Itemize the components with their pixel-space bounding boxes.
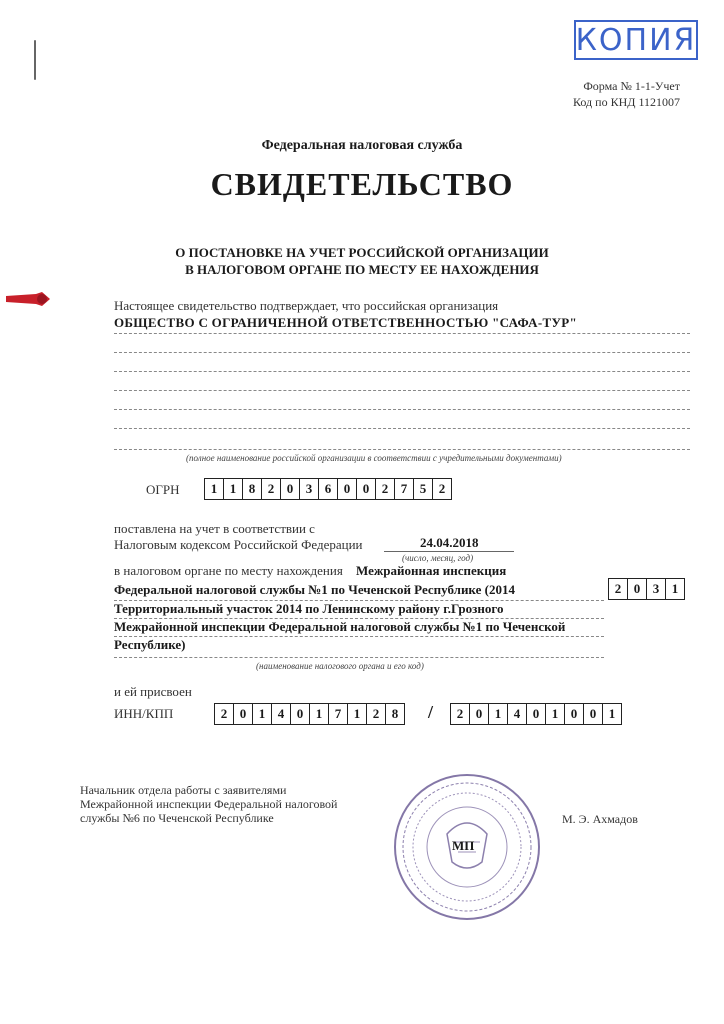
organization-name: ОБЩЕСТВО С ОГРАНИЧЕННОЙ ОТВЕТСТВЕННОСТЬЮ "САФА-ТУР" — [114, 315, 578, 330]
divider-line — [114, 333, 690, 334]
document-subtitle — [0, 244, 724, 278]
inn-digit: 8 — [391, 706, 399, 721]
date-caption: (число, месяц, год) — [402, 553, 474, 563]
ogrn-digit: 6 — [319, 479, 338, 499]
organ-code-digit: 2 — [609, 579, 628, 599]
agency-name: Федеральная налоговая служба — [261, 138, 463, 153]
divider-line — [114, 352, 690, 353]
organ-code-digit: 3 — [647, 579, 666, 599]
signer-position — [80, 783, 337, 825]
ogrn-digit: 0 — [338, 479, 357, 499]
ogrn-digit: 0 — [281, 479, 300, 499]
organ-line-1: Межрайонная инспекция — [356, 563, 507, 578]
form-knd: Код по КНД 1121007 — [573, 95, 680, 109]
divider-line — [114, 600, 604, 601]
subtitle-line-1: О ПОСТАНОВКЕ НА УЧЕТ РОССИЙСКОЙ ОРГАНИЗАЦИИ — [175, 245, 549, 260]
divider-line — [114, 409, 690, 410]
date-underline — [384, 551, 514, 552]
ogrn-digit: 5 — [414, 479, 433, 499]
ogrn-digit: 1 — [205, 479, 224, 499]
ogrn-digit: 2 — [438, 481, 446, 496]
inn-digit: 1 — [253, 704, 272, 724]
intro-text: Настоящее свидетельство подтверждает, что российская организация — [114, 298, 499, 313]
organ-code-digit: 0 — [628, 579, 647, 599]
ribbon-icon — [6, 290, 50, 308]
ogrn-digit: 2 — [376, 479, 395, 499]
ogrn-label: ОГРН — [146, 482, 180, 497]
kpp-digit: 1 — [546, 704, 565, 724]
organ-caption: (наименование налогового органа и его код) — [256, 661, 424, 671]
organ-line-2: Федеральной налоговой службы №1 по Чеченской Республике (2014 — [114, 582, 515, 597]
organ-code-boxes — [608, 578, 685, 600]
signer-line-3: службы №6 по Чеченской Республике — [80, 811, 274, 825]
kpp-digit: 4 — [508, 704, 527, 724]
document-title: СВИДЕТЕЛЬСТВО — [210, 166, 514, 202]
organ-line-5: Республике) — [114, 637, 186, 652]
ogrn-digit: 0 — [357, 479, 376, 499]
divider-line — [114, 618, 604, 619]
inn-digit: 2 — [215, 704, 234, 724]
inn-digit: 1 — [348, 704, 367, 724]
organ-prefix: в налоговом органе по месту нахождения — [114, 563, 343, 578]
subtitle-line-2: В НАЛОГОВОМ ОРГАНЕ ПО МЕСТУ ЕЕ НАХОЖДЕНИЯ — [185, 262, 539, 277]
kpp-digit: 2 — [451, 704, 470, 724]
inn-digit: 0 — [234, 704, 253, 724]
kpp-digit: 0 — [565, 704, 584, 724]
signer-name: М. Э. Ахмадов — [562, 812, 638, 826]
inn-kpp-label: ИНН/КПП — [114, 706, 174, 721]
organization-caption: (полное наименование российской организации в соответствии с учредительными документами) — [186, 453, 562, 463]
ogrn-digit: 3 — [300, 479, 319, 499]
kpp-digit: 1 — [608, 706, 616, 721]
inn-digit: 4 — [272, 704, 291, 724]
seal-mp-label: МП — [452, 838, 475, 853]
inn-digit: 0 — [291, 704, 310, 724]
divider-line — [114, 449, 690, 450]
ogrn-boxes — [204, 478, 452, 500]
kpp-boxes — [450, 703, 622, 725]
inn-digit: 1 — [310, 704, 329, 724]
ogrn-digit: 1 — [224, 479, 243, 499]
kpp-digit: 1 — [489, 704, 508, 724]
registered-text-2: Налоговым кодексом Российской Федерации — [114, 537, 363, 552]
ogrn-digit: 2 — [262, 479, 281, 499]
divider-line — [114, 371, 690, 372]
registered-text-1: поставлена на учет в соответствии с — [114, 521, 315, 536]
inn-digit: 7 — [329, 704, 348, 724]
assigned-text: и ей присвоен — [114, 684, 192, 699]
signer-line-1: Начальник отдела работы с заявителями — [80, 783, 287, 797]
divider-line — [114, 428, 690, 429]
copy-stamp: КОПИЯ — [574, 20, 698, 60]
kpp-digit: 0 — [527, 704, 546, 724]
margin-mark — [34, 40, 36, 80]
organ-line-3: Территориальный участок 2014 по Ленинскому району г.Грозного — [114, 601, 504, 616]
inn-boxes — [214, 703, 405, 725]
organ-code-digit: 1 — [671, 581, 679, 596]
ogrn-digit: 7 — [395, 479, 414, 499]
inn-digit: 2 — [367, 704, 386, 724]
form-number: Форма № 1-1-Учет — [583, 79, 680, 93]
organ-line-4: Межрайонной инспекции Федеральной налоговой службы №1 по Чеченской — [114, 619, 566, 634]
ogrn-digit: 8 — [243, 479, 262, 499]
kpp-digit: 0 — [470, 704, 489, 724]
registration-date: 24.04.2018 — [420, 535, 479, 550]
divider-line — [114, 390, 690, 391]
inn-kpp-separator: / — [428, 702, 434, 722]
signer-line-2: Межрайонной инспекции Федеральной налоговой — [80, 797, 338, 811]
divider-line — [114, 636, 604, 637]
form-code — [573, 78, 680, 110]
divider-line — [114, 657, 604, 658]
kpp-digit: 0 — [584, 704, 603, 724]
